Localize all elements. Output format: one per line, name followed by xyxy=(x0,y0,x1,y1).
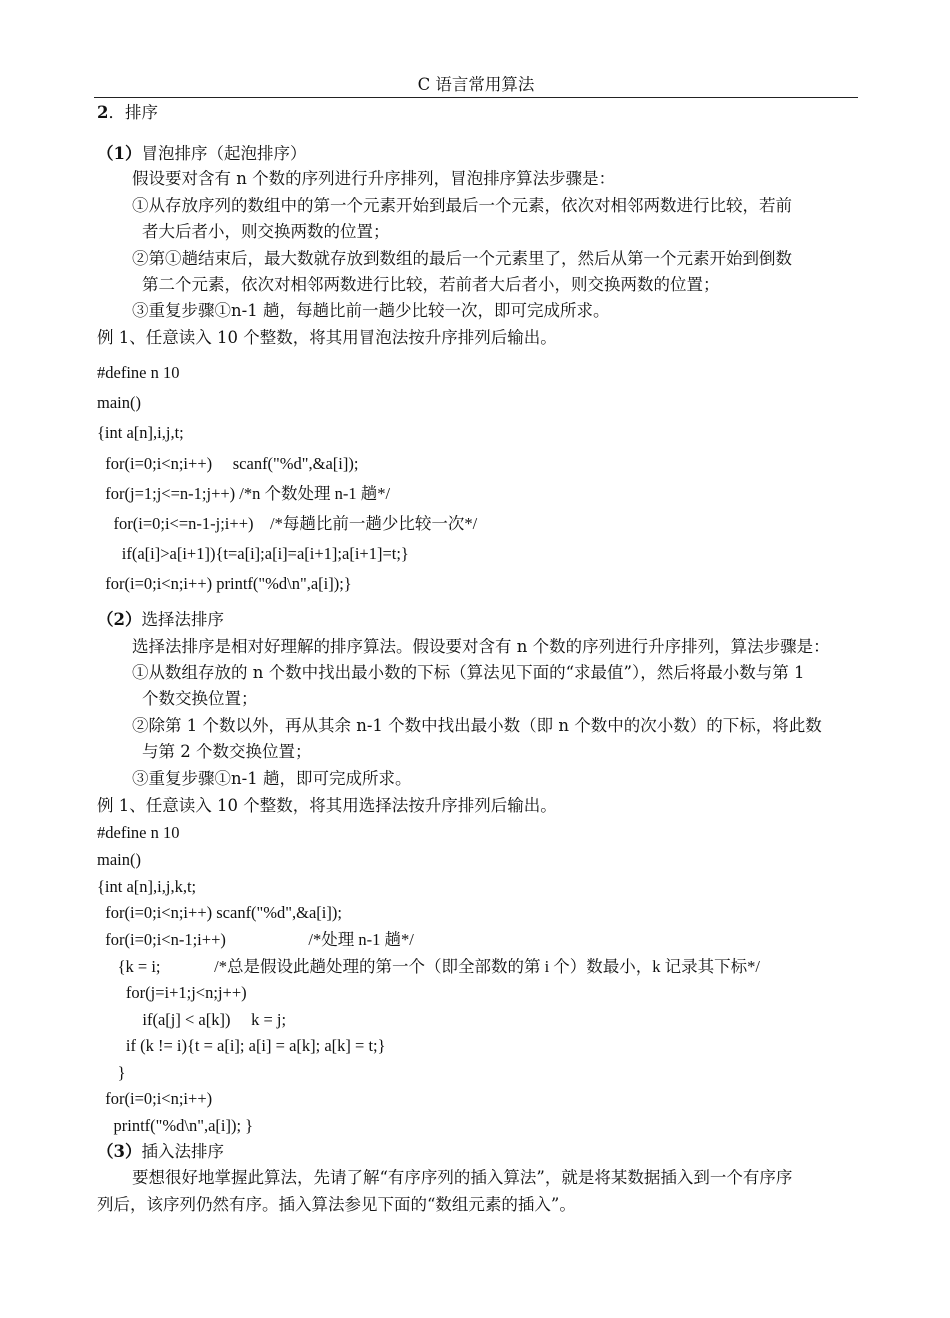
bubble-code-line: if(a[i]>a[i+1]){t=a[i];a[i]=a[i+1];a[i+1]=t;} xyxy=(97,544,409,563)
selection-intro: 选择法排序是相对好理解的排序算法。假设要对含有 n 个数的序列进行升序排列，算法步骤是： xyxy=(132,637,830,656)
selection-heading-text: 选择法排序 xyxy=(141,610,224,629)
selection-example: 例 1、任意读入 10 个整数，将其用选择法按升序排列后输出。 xyxy=(97,796,557,815)
selection-code-line: for(j=i+1;j<n;j++) xyxy=(97,983,247,1002)
bubble-code-line: main() xyxy=(97,393,141,412)
selection-heading-num: （2） xyxy=(97,610,142,629)
bubble-step1-line1: ①从存放序列的数组中的第一个元素开始到最后一个元素，依次对相邻两数进行比较，若前 xyxy=(132,196,792,215)
insertion-heading-text: 插入法排序 xyxy=(141,1142,224,1161)
selection-code-line: for(i=0;i<n-1;i++) /*处理 n-1 趟*/ xyxy=(97,930,414,949)
selection-step1-line1: ①从数组存放的 n 个数中找出最小数的下标（算法见下面的“求最值”），然后将最小数与第 1 xyxy=(132,663,805,682)
insertion-heading-num: （3） xyxy=(97,1142,142,1161)
insertion-para-line1: 要想很好地掌握此算法，先请了解“有序序列的插入算法”，就是将某数据插入到一个有序序 xyxy=(132,1168,793,1187)
bubble-step2-line2: 第二个元素，依次对相邻两数进行比较，若前者大后者小，则交换两数的位置； xyxy=(142,275,720,294)
bubble-code-line: #define n 10 xyxy=(97,363,180,382)
selection-code-line: } xyxy=(97,1063,126,1082)
bubble-code-line: for(i=0;i<n;i++) printf("%d\n",a[i]);} xyxy=(97,574,352,593)
selection-heading xyxy=(97,609,224,631)
section-number-dot: ． xyxy=(108,103,125,122)
page-header-title: C 语言常用算法 xyxy=(417,75,535,94)
insertion-para-line2: 列后，该序列仍然有序。插入算法参见下面的“数组元素的插入”。 xyxy=(97,1195,576,1214)
section-heading xyxy=(97,102,158,124)
selection-code-line: {k = i; /*总是假设此趟处理的第一个（即全部数的第 i 个）数最小，k 记录其下标*/ xyxy=(97,957,761,976)
selection-code-line: main() xyxy=(97,850,141,869)
section-number: 2 xyxy=(97,103,109,122)
header-rule xyxy=(94,97,858,98)
bubble-step2-line1: ②第①趟结束后，最大数就存放到数组的最后一个元素里了，然后从第一个元素开始到倒数 xyxy=(132,249,792,268)
insertion-heading xyxy=(97,1141,224,1163)
selection-code-line: if (k != i){t = a[i]; a[i] = a[k]; a[k] = t;} xyxy=(97,1036,386,1055)
selection-step3: ③重复步骤①n-1 趟，即可完成所求。 xyxy=(132,769,412,788)
selection-code-line: for(i=0;i<n;i++) xyxy=(97,1089,213,1108)
selection-code-line: if(a[j] < a[k]) k = j; xyxy=(97,1010,287,1029)
bubble-code-line: for(i=0;i<=n-1-j;i++) /*每趟比前一趟少比较一次*/ xyxy=(97,514,478,533)
bubble-code-line: for(i=0;i<n;i++) scanf("%d",&a[i]); xyxy=(97,454,359,473)
selection-step1-line2: 个数交换位置； xyxy=(142,689,258,708)
bubble-heading xyxy=(97,143,306,165)
selection-code-line: {int a[n],i,j,k,t; xyxy=(97,877,197,896)
selection-step2-line2: 与第 2 个数交换位置； xyxy=(142,742,312,761)
selection-step2-line1: ②除第 1 个数以外，再从其余 n-1 个数中找出最小数（即 n 个数中的次小数）的下标，将此数 xyxy=(132,716,822,735)
bubble-example: 例 1、任意读入 10 个整数，将其用冒泡法按升序排列后输出。 xyxy=(97,328,557,347)
bubble-intro: 假设要对含有 n 个数的序列进行升序排列，冒泡排序算法步骤是： xyxy=(132,169,616,188)
selection-code-line: for(i=0;i<n;i++) scanf("%d",&a[i]); xyxy=(97,903,342,922)
bubble-code-line: for(j=1;j<=n-1;j++) /*n 个数处理 n-1 趟*/ xyxy=(97,484,391,503)
bubble-code-line: {int a[n],i,j,t; xyxy=(97,423,184,442)
bubble-step3: ③重复步骤①n-1 趟，每趟比前一趟少比较一次，即可完成所求。 xyxy=(132,301,610,320)
bubble-step1-line2: 者大后者小，则交换两数的位置； xyxy=(142,222,390,241)
bubble-heading-num: （1） xyxy=(97,144,142,163)
selection-code-line: printf("%d\n",a[i]); } xyxy=(97,1116,254,1135)
selection-code-line: #define n 10 xyxy=(97,823,180,842)
bubble-heading-text: 冒泡排序（起泡排序） xyxy=(141,144,307,163)
section-title: 排序 xyxy=(124,103,158,122)
